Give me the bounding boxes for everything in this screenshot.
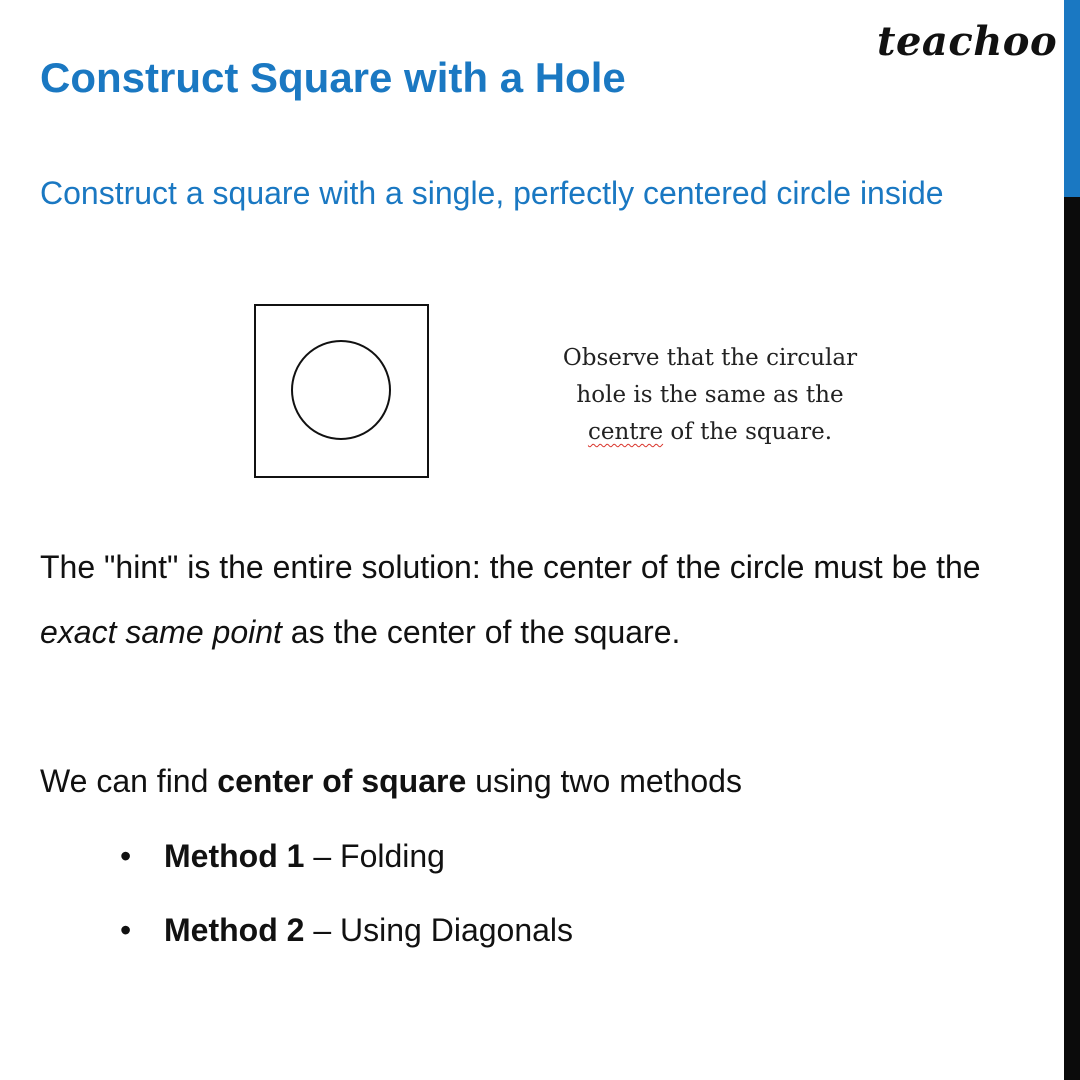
methods-intro — [40, 763, 742, 800]
spell-underlined-word: centre — [587, 419, 664, 445]
method-label: Method 2 — [164, 912, 305, 948]
caption-line — [520, 414, 900, 451]
methods-list — [120, 838, 573, 986]
methods-intro-bold: center of square — [217, 763, 467, 799]
figure-caption — [520, 340, 900, 451]
list-item-method-2 — [120, 912, 573, 986]
square-with-hole-figure — [252, 302, 432, 480]
hint-paragraph-line-1: The "hint" is the entire solution: the center of the circle must be the — [40, 549, 981, 585]
accent-bar-dark — [1064, 197, 1080, 1080]
page-subtitle: Construct a square with a single, perfectly centered circle inside — [40, 175, 944, 211]
methods-intro-suffix: using two methods — [466, 763, 742, 799]
square-shape — [255, 305, 428, 477]
italic-phrase: exact same point — [40, 614, 282, 650]
bullet-icon: • — [120, 912, 132, 948]
accent-bar-blue — [1064, 0, 1080, 197]
methods-intro-prefix: We can find — [40, 763, 218, 799]
method-description: – Using Diagonals — [304, 912, 574, 948]
method-description: – Folding — [304, 838, 445, 874]
teachoo-logo: teachoo — [877, 18, 1058, 65]
caption-line-rest: of the square. — [663, 419, 833, 445]
hint-paragraph-rest: as the center of the square. — [281, 614, 681, 650]
list-item-method-1 — [120, 838, 573, 912]
page-title: Construct Square with a Hole — [40, 54, 626, 101]
caption-line: Observe that the circular — [562, 345, 858, 371]
bullet-icon: • — [120, 838, 132, 874]
circle-hole-shape — [292, 341, 390, 439]
hint-paragraph-line-2 — [40, 614, 680, 651]
caption-line: hole is the same as the — [576, 382, 844, 408]
method-label: Method 1 — [164, 838, 305, 874]
